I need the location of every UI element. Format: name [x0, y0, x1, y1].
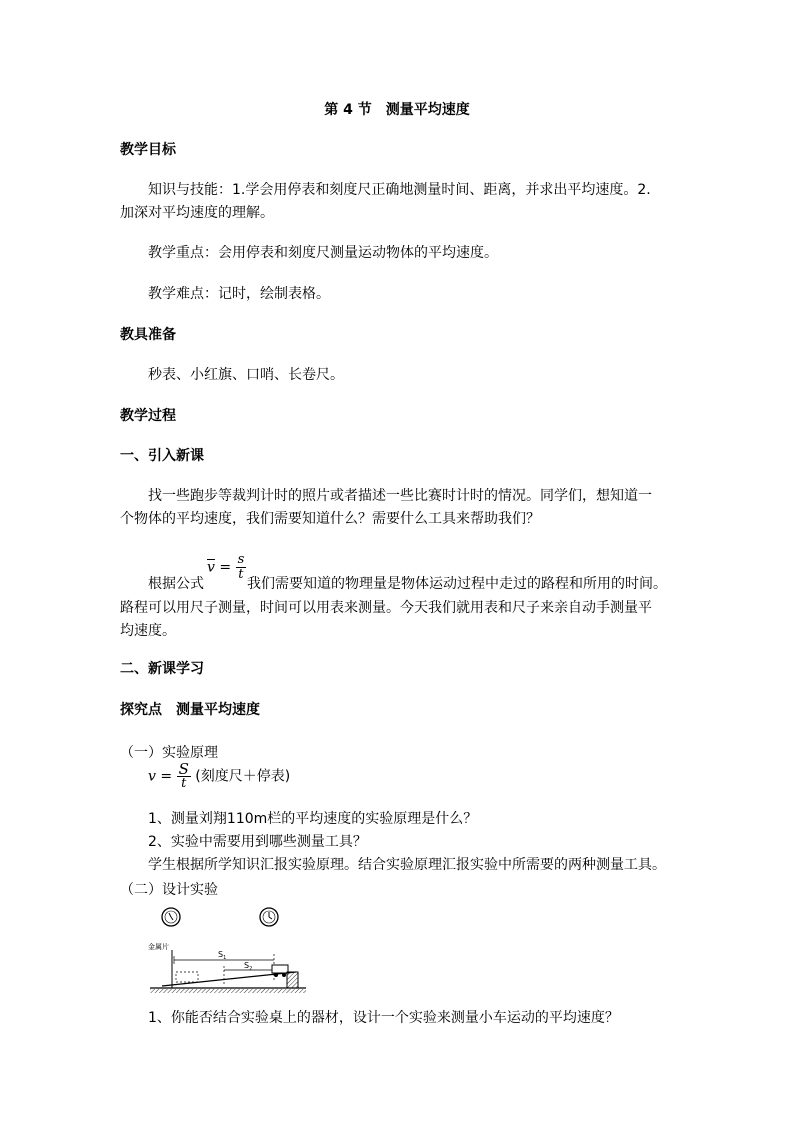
part1-p2-line-3: 均速度。: [120, 623, 176, 639]
stopwatch-icon: [162, 908, 180, 926]
support-block: [287, 972, 298, 988]
formula-numerator: s: [237, 552, 245, 567]
explore-heading: 探究点 测量平均速度: [120, 702, 260, 718]
principle-fraction: [177, 762, 191, 791]
tools-heading: 教具准备: [120, 327, 176, 343]
question-4: 1、你能否结合实验桌上的器材，设计一个实验来测量小车运动的平均速度？: [148, 1010, 619, 1026]
metal-plate-label: 金属片: [148, 943, 169, 951]
part2-heading: 二、新课学习: [120, 661, 204, 677]
sub1-heading: （一）实验原理: [120, 745, 218, 761]
tools-list: 秒表、小红旗、口哨、长卷尺。: [148, 367, 344, 383]
part1-p2-line-1: 我们需要知道的物理量是物体运动过程中走过的路程和所用的时间。: [247, 576, 667, 592]
cart-start-outline: [176, 972, 198, 982]
principle-velocity-symbol: v: [148, 768, 156, 785]
part1-heading: 一、引入新课: [120, 448, 204, 464]
formula-principle: [148, 762, 290, 791]
page-title: 第 4 节 测量平均速度: [324, 102, 470, 118]
formula-prefix: 根据公式: [148, 576, 204, 592]
inclined-board: [162, 972, 296, 986]
part1-line-1: 找一些跑步等裁判计时的照片或者描述一些比赛时计时的情况。同学们，想知道一: [148, 488, 652, 504]
experiment-diagram: [148, 902, 308, 996]
principle-numerator: S: [178, 760, 189, 778]
formula-velocity-symbol: $\overline{v}$: [207, 559, 215, 576]
goals-heading: 教学目标: [120, 142, 176, 158]
part1-p2-line-2: 路程可以用尺子测量，时间可以用表来测量。今天我们就用表和尺子来亲自动手测量平: [120, 600, 652, 616]
goals-line-2: 加深对平均速度的理解。: [120, 205, 274, 221]
cart-icon: [272, 965, 288, 977]
ground-hatch: [150, 989, 306, 993]
goals-line-1: 知识与技能：1.学会用停表和刻度尺正确地测量时间、距离，并求出平均速度。2.: [148, 182, 651, 198]
question-1: 1、测量刘翔110m栏的平均速度的实验原理是什么？: [148, 811, 478, 827]
question-3: 学生根据所学知识汇报实验原理。结合实验原理汇报实验中所需要的两种测量工具。: [148, 857, 666, 873]
sub2-heading: （二）设计实验: [120, 882, 218, 898]
s2-label: $S_2$: [244, 961, 253, 972]
key-point: 教学重点：会用停表和刻度尺测量运动物体的平均速度。: [148, 245, 498, 261]
formula-equals: =: [219, 559, 232, 576]
principle-equals: =: [160, 768, 173, 785]
question-2: 2、实验中需要用到哪些测量工具？: [148, 834, 367, 850]
process-heading: 教学过程: [120, 408, 176, 424]
principle-denominator: t: [181, 776, 187, 791]
part1-line-2: 个物体的平均速度，我们需要知道什么？需要什么工具来帮助我们？: [120, 511, 540, 527]
s1-label: $S_1$: [218, 950, 227, 961]
stopwatch-icon: [260, 908, 278, 926]
formula-fraction: [236, 553, 247, 582]
principle-note: (刻度尺＋停表): [195, 768, 291, 785]
formula-denominator: t: [238, 567, 244, 582]
difficulty: 教学难点：记时，绘制表格。: [148, 286, 330, 302]
formula-inline: [207, 553, 246, 582]
